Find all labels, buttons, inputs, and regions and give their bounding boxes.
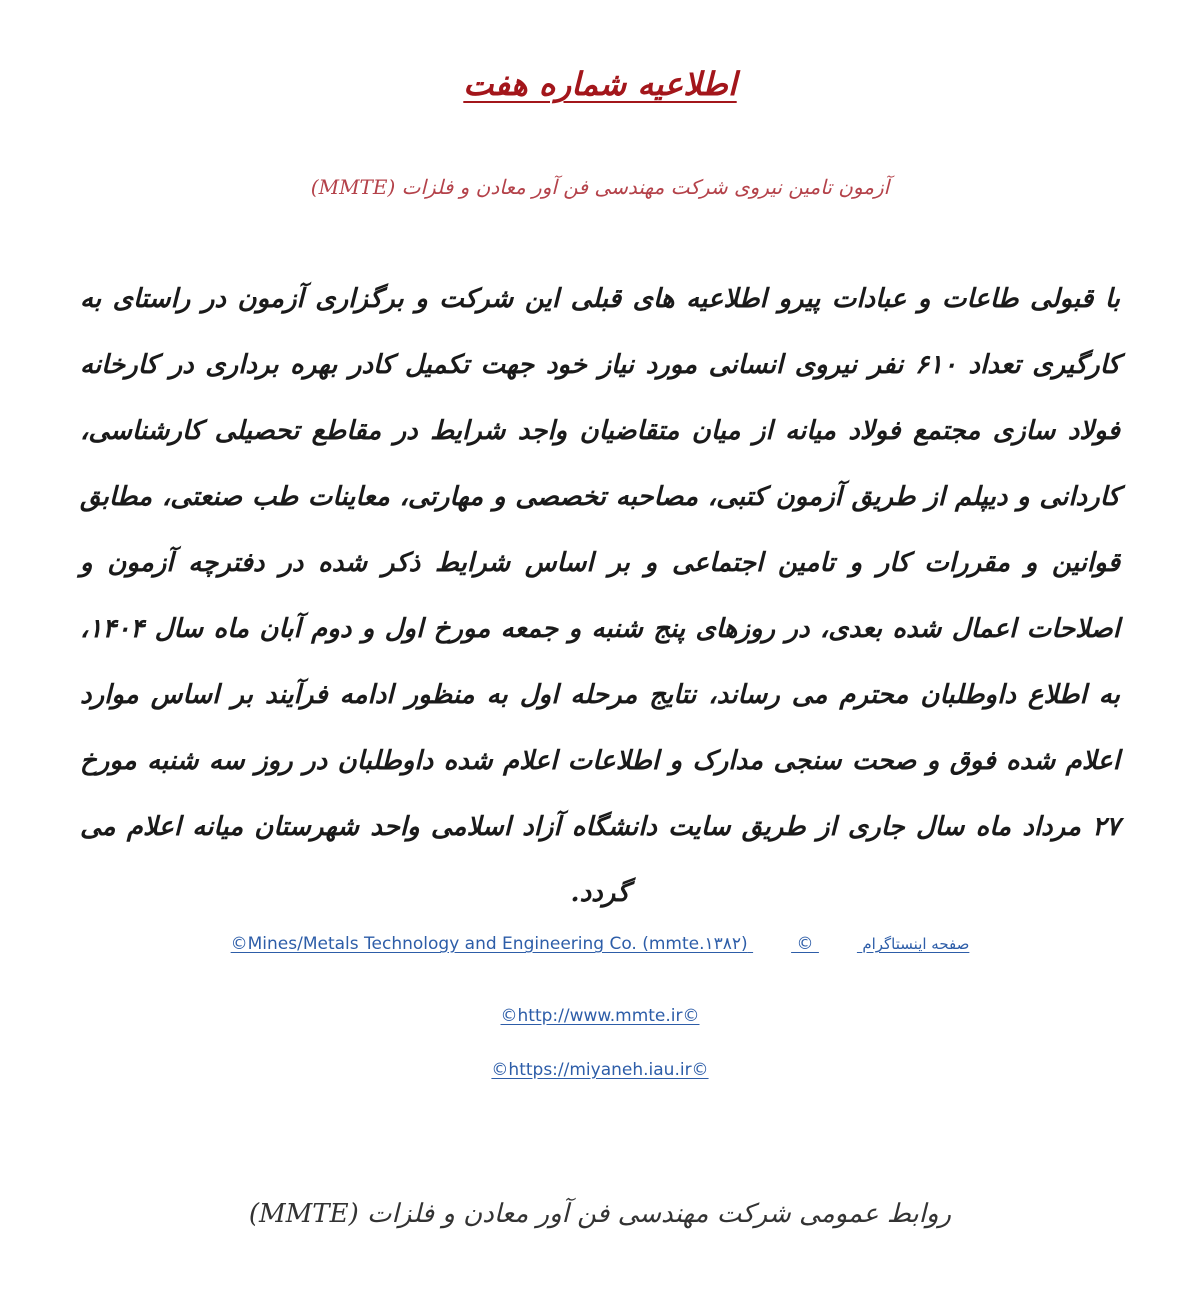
copyright-symbol: © bbox=[796, 934, 814, 954]
university-website-link[interactable]: ©https://miyaneh.iau.ir© bbox=[491, 1060, 709, 1080]
announcement-title-text: اطلاعیه شماره هفت bbox=[463, 65, 737, 103]
website-row-1 bbox=[0, 1006, 1200, 1026]
instagram-handle[interactable]: ©Mines/Metals Technology and Engineering Co. (mmte.۱۳۸۲) bbox=[230, 934, 748, 954]
announcement-subtitle: آزمون تامین نیروی شرکت مهندسی فن آور معادن و فلزات (MMTE) bbox=[310, 175, 890, 199]
instagram-label: صفحه اینستاگرام bbox=[862, 935, 970, 953]
mmte-website-link[interactable]: ©http://www.mmte.ir© bbox=[500, 1006, 700, 1026]
instagram-row bbox=[0, 934, 1200, 954]
website-row-2 bbox=[0, 1060, 1200, 1080]
instagram-link[interactable] bbox=[231, 934, 970, 954]
announcement-title bbox=[0, 62, 1200, 106]
footer-signature: روابط عمومی شرکت مهندسی فن آور معادن و فلزات (MMTE) bbox=[248, 1199, 952, 1229]
announcement-body: با قبولی طاعات و عبادات پیرو اطلاعیه های قبلی این شرکت و برگزاری آزمون در راستای به کارگیری تعداد ۶۱۰ نفر نیروی انسانی مورد نیاز خود جهت تکمیل کادر بهره برداری در کارخانه فولاد سازی مجتمع فولاد میانه از میان متقاضیان واجد شرایط در مقاطع تحصیلی کارشناسی، کاردانی و دیپلم از طریق آزمون کتبی، مصاحبه تخصصی و مهارتی، معاینات طب صنعتی، مطابق قوانین و مقررات کار و تامین اجتماعی و بر اساس شرایط ذکر شده در دفترچه آزمون و اصلاحات اعمال شده بعدی، در روزهای پنج شنبه و جمعه مورخ اول و دوم آبان ماه سال ۱۴۰۴، به اطلاع داوطلبان محترم می رساند، نتایج مرحله اول به منظور ادامه فرآیند بر اساس موارد اعلام شده فوق و صحت سنجی مدارک و اطلاعات اعلام شده داوطلبان در روز سه شنبه مورخ ۲۷ مرداد ماه سال جاری از طریق سایت دانشگاه آزاد اسلامی واحد شهرستان میانه اعلام می گردد. bbox=[80, 284, 1120, 908]
